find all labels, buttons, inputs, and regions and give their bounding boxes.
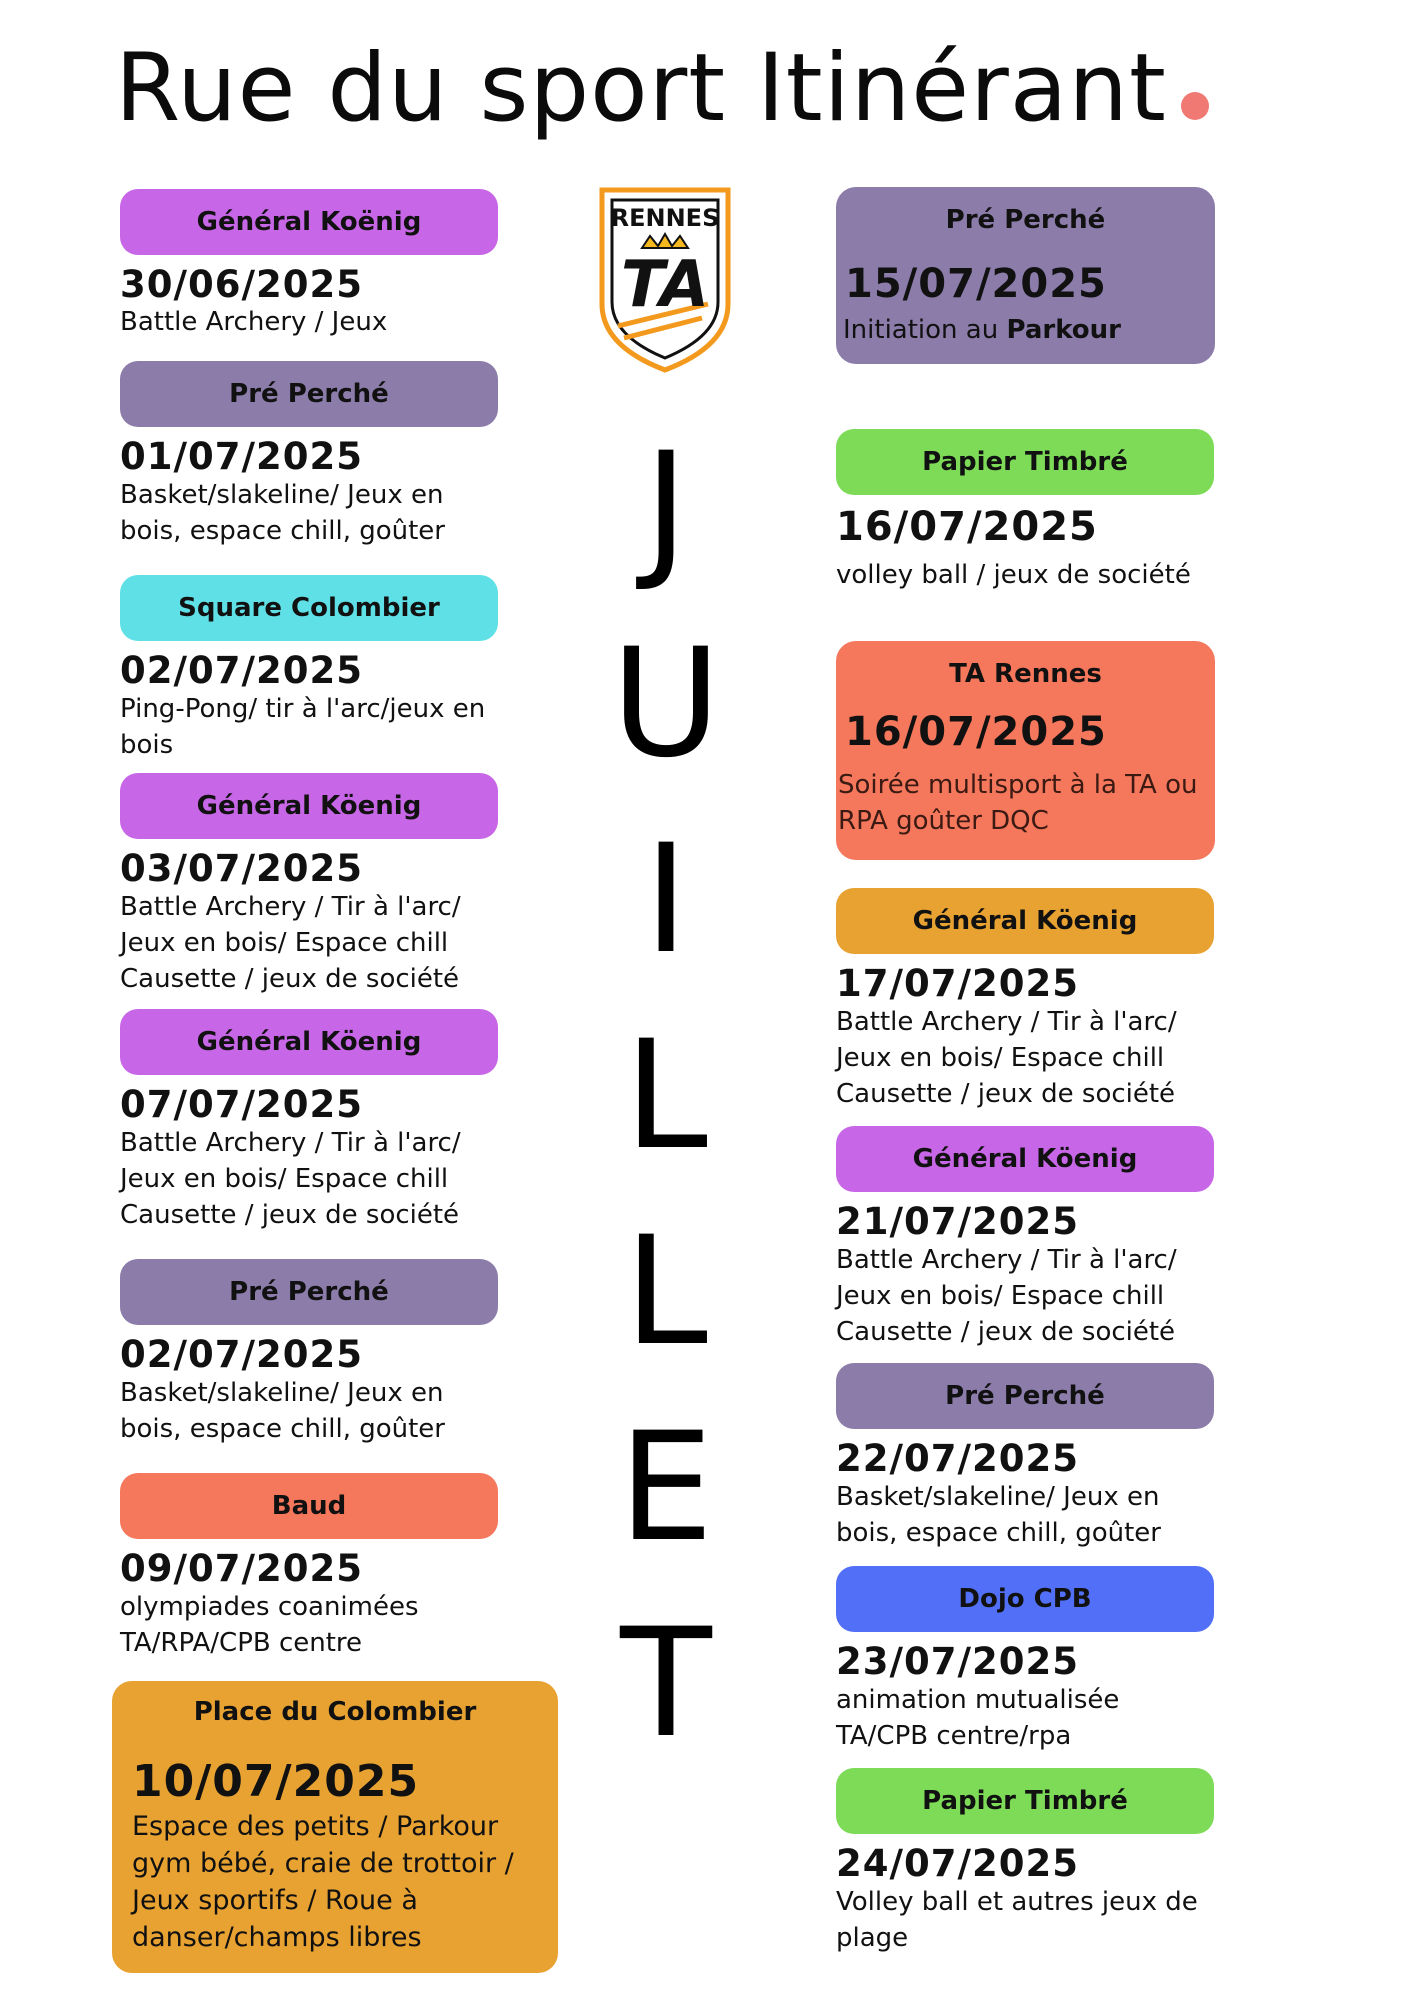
venue-label: Baud [120,1473,498,1539]
event-date: 22/07/2025 [836,1437,1079,1480]
card-description: RPA goûter DQC [838,806,1049,836]
venue-label: Général Köenig [836,1126,1214,1192]
card-venue-label: Place du Colombier [193,1697,477,1727]
event-description: olympiades coanimées [120,1592,419,1622]
event-card [836,187,1215,364]
card-venue-label: Pré Perché [945,205,1106,235]
venue-label: Dojo CPB [836,1566,1214,1632]
venue-label: Général Köenig [836,888,1214,954]
event-date: 02/07/2025 [120,1333,363,1376]
event-date: 02/07/2025 [120,649,363,692]
venue-label: Square Colombier [120,575,498,641]
card-venue-label: TA Rennes [949,659,1102,689]
card-description [843,312,1121,349]
month-letters [600,410,732,1782]
event-description: plage [836,1923,909,1953]
event-date: 01/07/2025 [120,435,363,478]
event-description: TA/CPB centre/rpa [836,1721,1072,1751]
event-description: bois, espace chill, goûter [836,1518,1161,1548]
event-description: bois, espace chill, goûter [120,516,445,546]
event-description: volley ball / jeux de société [836,560,1191,590]
card-description-text: Initiation au [843,315,1007,345]
event-description: Battle Archery / Tir à l'arc/ [836,1245,1177,1275]
event-card [836,641,1215,860]
event-description: Jeux en bois/ Espace chill [836,1281,1165,1311]
card-description: gym bébé, craie de trottoir / [132,1848,514,1879]
event-description: Battle Archery / Tir à l'arc/ [120,892,461,922]
card-date: 10/07/2025 [132,1756,420,1807]
event-date: 17/07/2025 [836,962,1079,1005]
event-date: 23/07/2025 [836,1640,1079,1683]
month-letter: E [618,1401,714,1575]
page-title [115,34,1209,143]
venue-label: Général Koënig [120,189,498,255]
event-description: Causette / jeux de société [836,1079,1176,1109]
event-description: Jeux en bois/ Espace chill [836,1043,1165,1073]
event-card [112,1681,558,1973]
event-description: Causette / jeux de société [120,1200,460,1230]
venue-label: Pré Perché [120,361,498,427]
venue-label: Papier Timbré [836,1768,1214,1834]
venue-label: Pré Perché [836,1363,1214,1429]
card-description: danser/champs libres [132,1922,422,1953]
event-description: Basket/slakeline/ Jeux en [120,480,444,510]
card-description: Espace des petits / Parkour [132,1811,499,1842]
venue-label: Pré Perché [120,1259,498,1325]
event-description: Jeux en bois/ Espace chill [120,928,449,958]
rennes-ta-crest-icon [598,186,732,374]
month-letter: I [643,813,689,987]
event-description: animation mutualisée [836,1685,1120,1715]
logo-text-ta: TA [620,248,710,322]
month-letter: J [643,421,689,595]
title-dot [1181,92,1209,120]
event-description: Causette / jeux de société [836,1317,1176,1347]
event-description: bois [120,730,174,760]
card-date: 16/07/2025 [845,709,1107,755]
event-date: 03/07/2025 [120,847,363,890]
event-description: Ping-Pong/ tir à l'arc/jeux en [120,694,486,724]
venue-label: Général Köenig [120,773,498,839]
card-description-bold: Parkour [1006,315,1121,345]
month-letter: L [624,1205,708,1379]
month-letter: U [611,617,721,791]
event-description: Battle Archery / Tir à l'arc/ [836,1007,1177,1037]
event-date: 30/06/2025 [120,263,363,306]
event-date: 16/07/2025 [836,504,1098,550]
event-date: 24/07/2025 [836,1842,1079,1885]
event-date: 07/07/2025 [120,1083,363,1126]
month-letter: L [624,1009,708,1183]
event-description: Basket/slakeline/ Jeux en [120,1378,444,1408]
venue-label: Général Köenig [120,1009,498,1075]
event-date: 09/07/2025 [120,1547,363,1590]
event-description: TA/RPA/CPB centre [120,1628,363,1658]
page-title-text: Rue du sport Itinérant [115,34,1167,143]
card-date: 15/07/2025 [845,261,1107,307]
event-date: 21/07/2025 [836,1200,1079,1243]
event-description: Causette / jeux de société [120,964,460,994]
event-description: Jeux en bois/ Espace chill [120,1164,449,1194]
event-description: Basket/slakeline/ Jeux en [836,1482,1160,1512]
event-description: Volley ball et autres jeux de [836,1887,1198,1917]
card-description: Soirée multisport à la TA ou [838,770,1198,800]
venue-label: Papier Timbré [836,429,1214,495]
logo-text-rennes: RENNES [610,204,720,232]
card-description: Jeux sportifs / Roue à [132,1885,418,1916]
event-description: Battle Archery / Tir à l'arc/ [120,1128,461,1158]
event-description: Battle Archery / Jeux [120,307,388,337]
month-letter: T [620,1597,712,1771]
event-description: bois, espace chill, goûter [120,1414,445,1444]
